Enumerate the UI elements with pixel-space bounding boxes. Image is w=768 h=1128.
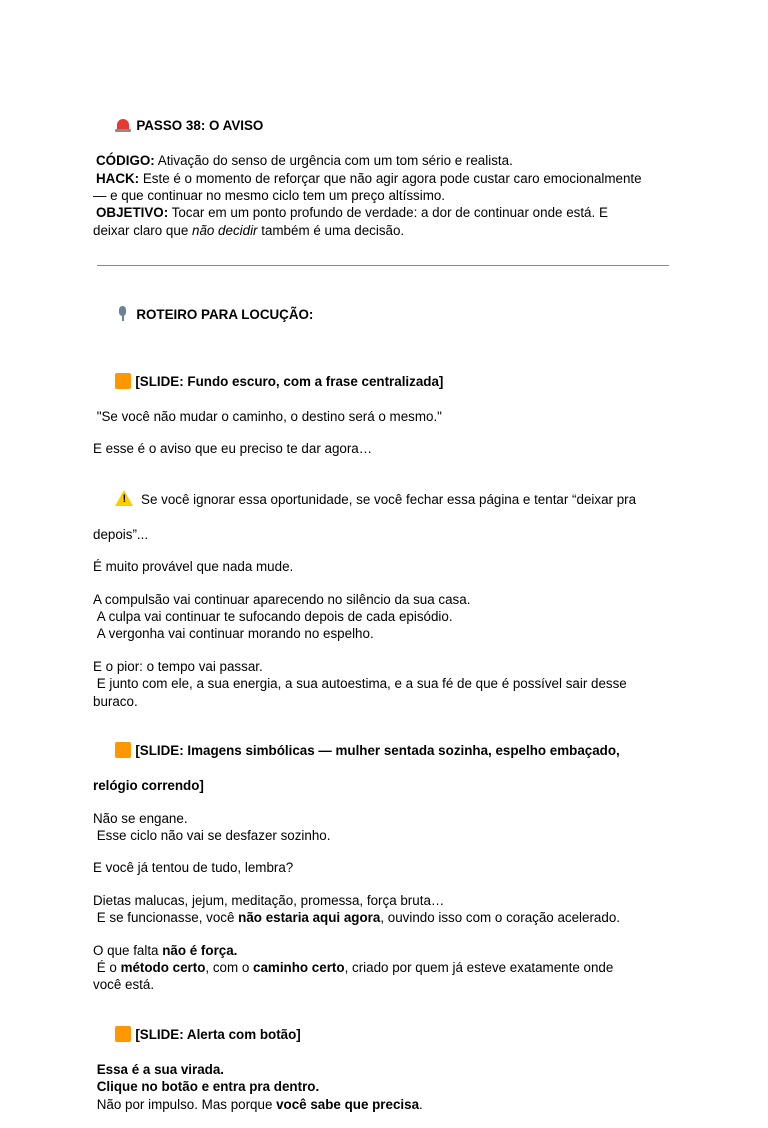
orange-square-icon (115, 373, 131, 389)
cta-line: Clique no botão e entra pra dentro. (93, 1079, 320, 1095)
slide-3 (93, 1009, 683, 1113)
paragraph: E o pior: o tempo vai passar. E junto com ele, a sua energia, a sua autoestima, e a sua fé de que é possível sair desse buraco. (93, 658, 627, 709)
step-header (93, 100, 683, 239)
orange-square-icon (115, 742, 131, 758)
orange-square-icon (115, 1026, 131, 1042)
slide-quote: "Se você não mudar o caminho, o destino será o mesmo." (93, 408, 442, 424)
paragraph: Não se engane. Esse ciclo não vai se desfazer sozinho. (93, 810, 331, 843)
slide-label: [SLIDE: Alerta com botão] (135, 1027, 301, 1043)
document-page (93, 100, 683, 1128)
codigo-line: CÓDIGO: Ativação do senso de urgência com um tom sério e realista. (96, 153, 513, 169)
objetivo-line-cont: deixar claro que não decidir também é uma decisão. (93, 222, 405, 238)
slide-2 (93, 725, 683, 795)
horizontal-divider (97, 265, 669, 266)
cta-line: Essa é a sua virada. (93, 1062, 225, 1078)
objetivo-line: OBJETIVO: Tocar em um ponto profundo de verdade: a dor de continuar onde está. E (96, 205, 608, 221)
paragraph: E você já tentou de tudo, lembra? (93, 860, 294, 876)
hack-line-cont: — e que continuar no mesmo ciclo tem um preço altíssimo. (93, 188, 446, 204)
paragraph: A compulsão vai continuar aparecendo no silêncio da sua casa. A culpa vai continuar te sufocando depois de cada episódio. A vergonha vai continuar morando no espelho. (93, 591, 471, 642)
slide-label: [SLIDE: Imagens simbólicas — mulher sentada sozinha, espelho embaçado, (135, 743, 620, 759)
slide-1 (93, 355, 683, 425)
script-title: ROTEIRO PARA LOCUÇÃO: (93, 288, 683, 340)
hack-line: HACK: Este é o momento de reforçar que não agir agora pode custar caro emocionalmente (96, 170, 642, 186)
siren-icon (115, 117, 131, 133)
cta-line: Não por impulso. Mas porque você sabe que precisa. (93, 1096, 423, 1112)
slide-label-cont: relógio correndo] (93, 778, 204, 794)
warning-icon: ! (115, 490, 133, 506)
slide-label: [SLIDE: Fundo escuro, com a frase centralizada] (135, 373, 444, 389)
microphone-icon (115, 306, 131, 322)
warning-paragraph: ! Se você ignorar essa oportunidade, se você fechar essa página e tentar “deixar pra depois”... (93, 491, 637, 542)
paragraph: Dietas malucas, jejum, meditação, promessa, força bruta… E se funcionasse, você não estaria aqui agora, ouvindo isso com o coração acelerado. (93, 892, 620, 926)
step-title: PASSO 38: O AVISO (136, 118, 264, 134)
paragraph: E esse é o aviso que eu preciso te dar agora… (93, 441, 373, 457)
paragraph: É muito provável que nada mude. (93, 559, 294, 575)
paragraph: O que falta não é força. É o método certo, com o caminho certo, criado por quem já esteve exatamente onde você está. (93, 942, 614, 993)
